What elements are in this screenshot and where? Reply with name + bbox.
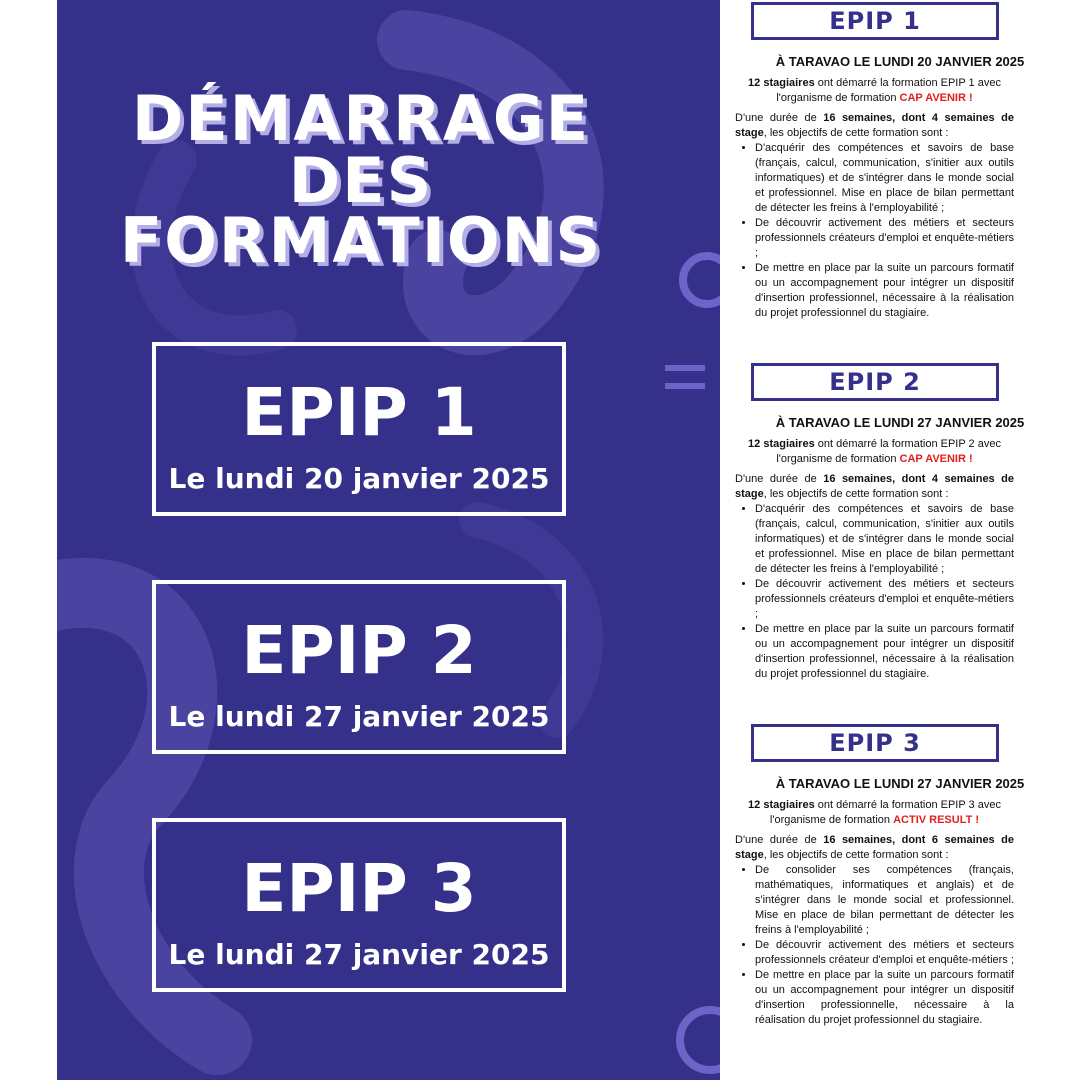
list-item: • De mettre en place par la suite un parcours formatif ou un accompagnement pour intégrer un dispositif d'insertion professionnel, nécessaire à la réalisation du projet professionnel du stagiaire.	[755, 261, 1014, 321]
section-epip-3	[720, 724, 1080, 1028]
duration-prefix: D'une durée de	[735, 834, 824, 846]
details-panel	[720, 0, 1080, 1080]
duration-prefix: D'une durée de	[735, 473, 824, 485]
section-epip-1	[720, 2, 1080, 321]
list-item: • D'acquérir des compétences et savoirs de base (français, calcul, communication, s'initier aux outils informatiques) et de s'intégrer dans le monde social et professionnel. Mise en place de bilan permettant de détecter les freins à l'employabilité ;	[755, 141, 1014, 216]
card-epip-3	[152, 818, 566, 992]
intro-phrase: ont démarré la formation EPIP 3 avec l'organisme de formation	[769, 799, 1001, 826]
section-subheading: À TARAVAO LE LUNDI 20 JANVIER 2025	[775, 54, 1025, 69]
objectives-list	[735, 141, 1014, 321]
objectives-list	[735, 502, 1014, 682]
section-body	[735, 76, 1014, 321]
intro-phrase: ont démarré la formation EPIP 1 avec l'organisme de formation	[776, 77, 1001, 104]
section-subheading: À TARAVAO LE LUNDI 27 JANVIER 2025	[775, 415, 1025, 430]
card-title: EPIP 3	[241, 850, 477, 927]
list-item: • De découvrir activement des métiers et secteurs professionnels créateurs d'emploi et enquête-métiers ;	[755, 577, 1014, 622]
card-date: Le lundi 20 janvier 2025	[168, 462, 550, 495]
section-subheading: À TARAVAO LE LUNDI 27 JANVIER 2025	[775, 776, 1025, 791]
trainee-count: 12 stagiaires	[748, 77, 815, 89]
list-item: • De mettre en place par la suite un parcours formatif ou un accompagnement pour intégrer un dispositif d'insertion professionnel, nécessaire à la réalisation du projet professionnel du stagiaire.	[755, 622, 1014, 682]
decorative-strip	[665, 0, 720, 1080]
objectives-list	[735, 863, 1014, 1028]
hero-title-line1: DÉMARRAGE DES	[131, 82, 591, 217]
duration-value: 16 semaines, dont 6 semaines de stage	[735, 834, 1014, 861]
section-body	[735, 437, 1014, 682]
section-epip-2	[720, 363, 1080, 682]
list-item: • De découvrir activement des métiers et secteurs professionnels créateurs d'emploi et enquête-métiers ;	[755, 216, 1014, 261]
duration-suffix: , les objectifs de cette formation sont :	[763, 127, 949, 139]
duration-prefix: D'une durée de	[735, 112, 824, 124]
trainee-count: 12 stagiaires	[748, 438, 815, 450]
duration-text	[735, 833, 1014, 863]
decorative-pattern-icon	[665, 0, 720, 1080]
card-title: EPIP 2	[241, 612, 477, 689]
organism-name: ACTIV RESULT !	[893, 814, 980, 826]
section-body	[735, 798, 1014, 1028]
list-item: • De mettre en place par la suite un parcours formatif ou un accompagnement pour intégrer un dispositif d'insertion professionnelle, nécessaire à la réalisation du projet professionnel du stagiaire.	[755, 968, 1014, 1028]
card-title: EPIP 1	[241, 374, 477, 451]
duration-value: 16 semaines, dont 4 semaines de stage	[735, 112, 1014, 139]
duration-value: 16 semaines, dont 4 semaines de stage	[735, 473, 1014, 500]
hero-panel	[57, 0, 665, 1080]
list-item: • De consolider ses compétences (français, mathématiques, informatiques et anglais) et de s'intégrer dans le monde social et professionnel. Mise en place de bilan permettant de détecter les freins à l'employabilité ;	[755, 863, 1014, 938]
section-heading: EPIP 2	[751, 363, 999, 401]
intro-text	[735, 798, 1014, 828]
list-item: • De découvrir activement des métiers et secteurs professionnels créateur d'emploi et enquête-métiers ;	[755, 938, 1014, 968]
duration-suffix: , les objectifs de cette formation sont :	[763, 849, 949, 861]
hero-title-line2: FORMATIONS	[119, 204, 603, 277]
section-heading: EPIP 1	[751, 2, 999, 40]
section-heading: EPIP 3	[751, 724, 999, 762]
card-epip-2	[152, 580, 566, 754]
trainee-count: 12 stagiaires	[748, 799, 815, 811]
organism-name: CAP AVENIR !	[899, 453, 973, 465]
card-date: Le lundi 27 janvier 2025	[168, 938, 550, 971]
intro-text	[735, 437, 1014, 467]
duration-text	[735, 472, 1014, 502]
organism-name: CAP AVENIR !	[899, 92, 973, 104]
intro-text	[735, 76, 1014, 106]
card-epip-1	[152, 342, 566, 516]
list-item: • D'acquérir des compétences et savoirs de base (français, calcul, communication, s'initier aux outils informatiques) et de s'intégrer dans le monde social et professionnel. Mise en place de bilan permettant de détecter les freins à l'employabilité ;	[755, 502, 1014, 577]
duration-text	[735, 111, 1014, 141]
card-date: Le lundi 27 janvier 2025	[168, 700, 550, 733]
duration-suffix: , les objectifs de cette formation sont :	[763, 488, 949, 500]
intro-phrase: ont démarré la formation EPIP 2 avec l'organisme de formation	[776, 438, 1001, 465]
